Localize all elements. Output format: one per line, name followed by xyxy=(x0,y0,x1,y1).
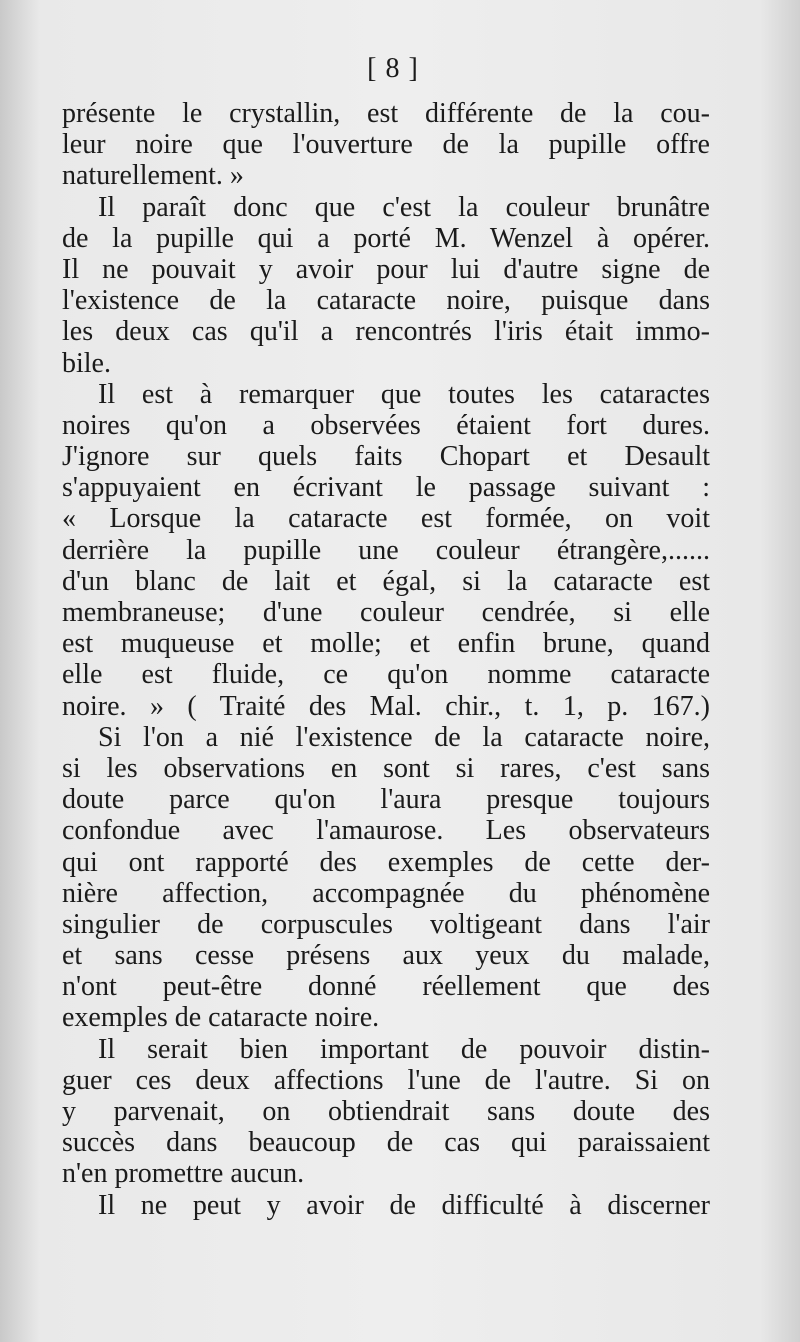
text-line: J'ignore sur quels faits Chopart et Desault xyxy=(62,441,710,473)
paragraph xyxy=(62,379,710,722)
page-text xyxy=(62,40,710,1221)
text-line: elle est fluide, ce qu'on nomme cataracte xyxy=(62,659,710,691)
text-line: Si l'on a nié l'existence de la cataracte noire, xyxy=(98,721,710,753)
text-line: singulier de corpuscules voltigeant dans l'air xyxy=(62,908,710,940)
text-line: les deux cas qu'il a rencontrés l'iris était immo- xyxy=(62,316,710,348)
text-line: doute parce qu'on l'aura presque toujours xyxy=(62,784,710,816)
text-line: Il ne peut y avoir de difficulté à discerner xyxy=(98,1189,710,1221)
text-line: de la pupille qui a porté M. Wenzel à opérer. xyxy=(62,222,710,254)
paragraph xyxy=(62,1034,710,1190)
text-line: Il serait bien important de pouvoir distin- xyxy=(98,1033,710,1065)
text-line: succès dans beaucoup de cas qui paraissaient xyxy=(62,1127,710,1159)
page-number-header: [ 8 ] xyxy=(367,53,419,84)
text-line: Il ne pouvait y avoir pour lui d'autre signe de xyxy=(62,253,710,285)
text-line: présente le crystallin, est différente de la cou- xyxy=(62,98,710,129)
text-line: y parvenait, on obtiendrait sans doute des xyxy=(62,1096,710,1127)
text-line: « Lorsque la cataracte est formée, on voit xyxy=(62,503,710,535)
text-line: bile. xyxy=(62,347,111,379)
text-line: l'existence de la cataracte noire, puisque dans xyxy=(62,285,710,317)
text-line: membraneuse; d'une couleur cendrée, si elle xyxy=(62,597,710,628)
paragraph xyxy=(62,722,710,1034)
text-line: et sans cesse présens aux yeux du malade, xyxy=(62,940,710,972)
text-line: d'un blanc de lait et égal, si la cataracte est xyxy=(62,565,710,597)
text-line: si les observations en sont si rares, c'est sans xyxy=(62,752,710,784)
text-line: s'appuyaient en écrivant le passage suivant : xyxy=(62,472,710,504)
paragraph xyxy=(62,1190,710,1221)
text-line: Il est à remarquer que toutes les cataractes xyxy=(98,378,710,410)
text-line: confondue avec l'amaurose. Les observateurs xyxy=(62,815,710,847)
text-line: guer ces deux affections l'une de l'autre. Si on xyxy=(62,1064,710,1096)
text-line: nière affection, accompagnée du phénomène xyxy=(62,877,710,909)
paragraph xyxy=(62,98,710,192)
text-line: exemples de cataracte noire. xyxy=(62,1002,380,1034)
text-line: n'ont peut-être donné réellement que des xyxy=(62,971,710,1003)
text-line: n'en promettre aucun. xyxy=(62,1158,305,1190)
text-line: est muqueuse et molle; et enfin brune, quand xyxy=(62,628,710,660)
text-line: noires qu'on a observées étaient fort dures. xyxy=(62,409,710,441)
paragraph xyxy=(62,192,710,379)
text-line: leur noire que l'ouverture de la pupille offre xyxy=(62,129,710,161)
text-line: qui ont rapporté des exemples de cette der- xyxy=(62,846,710,878)
text-line: derrière la pupille une couleur étrangère,...... xyxy=(62,534,710,566)
text-line: noire. » ( Traité des Mal. chir., t. 1, p. 167.) xyxy=(62,690,710,722)
text-line: naturellement. » xyxy=(62,160,244,192)
text-line: Il paraît donc que c'est la couleur brunâtre xyxy=(98,191,710,223)
